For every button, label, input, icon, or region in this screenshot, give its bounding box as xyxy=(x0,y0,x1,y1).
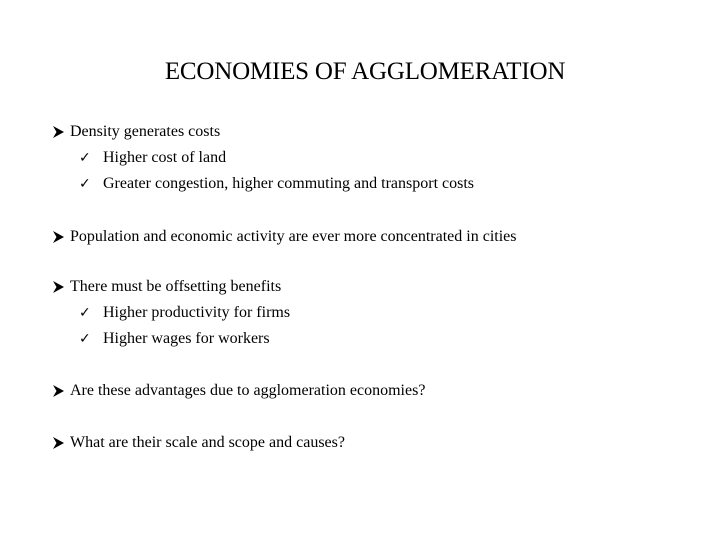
arrow-bullet-icon xyxy=(52,125,70,139)
bullet-item xyxy=(52,276,281,298)
checkmark-icon: ✓ xyxy=(79,331,91,347)
checkmark-icon: ✓ xyxy=(79,176,91,192)
slide-title: ECONOMIES OF AGGLOMERATION xyxy=(164,58,566,85)
arrow-bullet-icon xyxy=(52,436,70,450)
checkmark-icon: ✓ xyxy=(79,305,91,321)
sub-bullet-item xyxy=(79,147,226,169)
sub-bullet-text: Higher cost of land xyxy=(103,149,227,166)
bullet-text: There must be offsetting benefits xyxy=(70,278,282,295)
sub-bullet-item xyxy=(79,173,474,195)
arrow-bullet-icon xyxy=(52,280,70,294)
arrow-bullet-icon xyxy=(52,230,70,244)
checkmark-icon: ✓ xyxy=(79,150,91,166)
sub-bullet-item xyxy=(79,328,270,350)
bullet-text: Are these advantages due to agglomeration economies? xyxy=(70,382,426,399)
bullet-text: Population and economic activity are ever more concentrated in cities xyxy=(70,228,517,245)
arrow-bullet-icon xyxy=(52,384,70,398)
sub-bullet-item xyxy=(79,302,290,324)
sub-bullet-text: Higher productivity for firms xyxy=(103,304,291,321)
bullet-item xyxy=(52,226,517,248)
bullet-text: Density generates costs xyxy=(70,123,221,140)
bullet-item xyxy=(52,432,345,454)
sub-bullet-text: Greater congestion, higher commuting and transport costs xyxy=(103,175,475,192)
sub-bullet-text: Higher wages for workers xyxy=(103,330,270,347)
bullet-item xyxy=(52,121,220,143)
bullet-text: What are their scale and scope and causes? xyxy=(70,434,345,451)
bullet-item xyxy=(52,380,425,402)
